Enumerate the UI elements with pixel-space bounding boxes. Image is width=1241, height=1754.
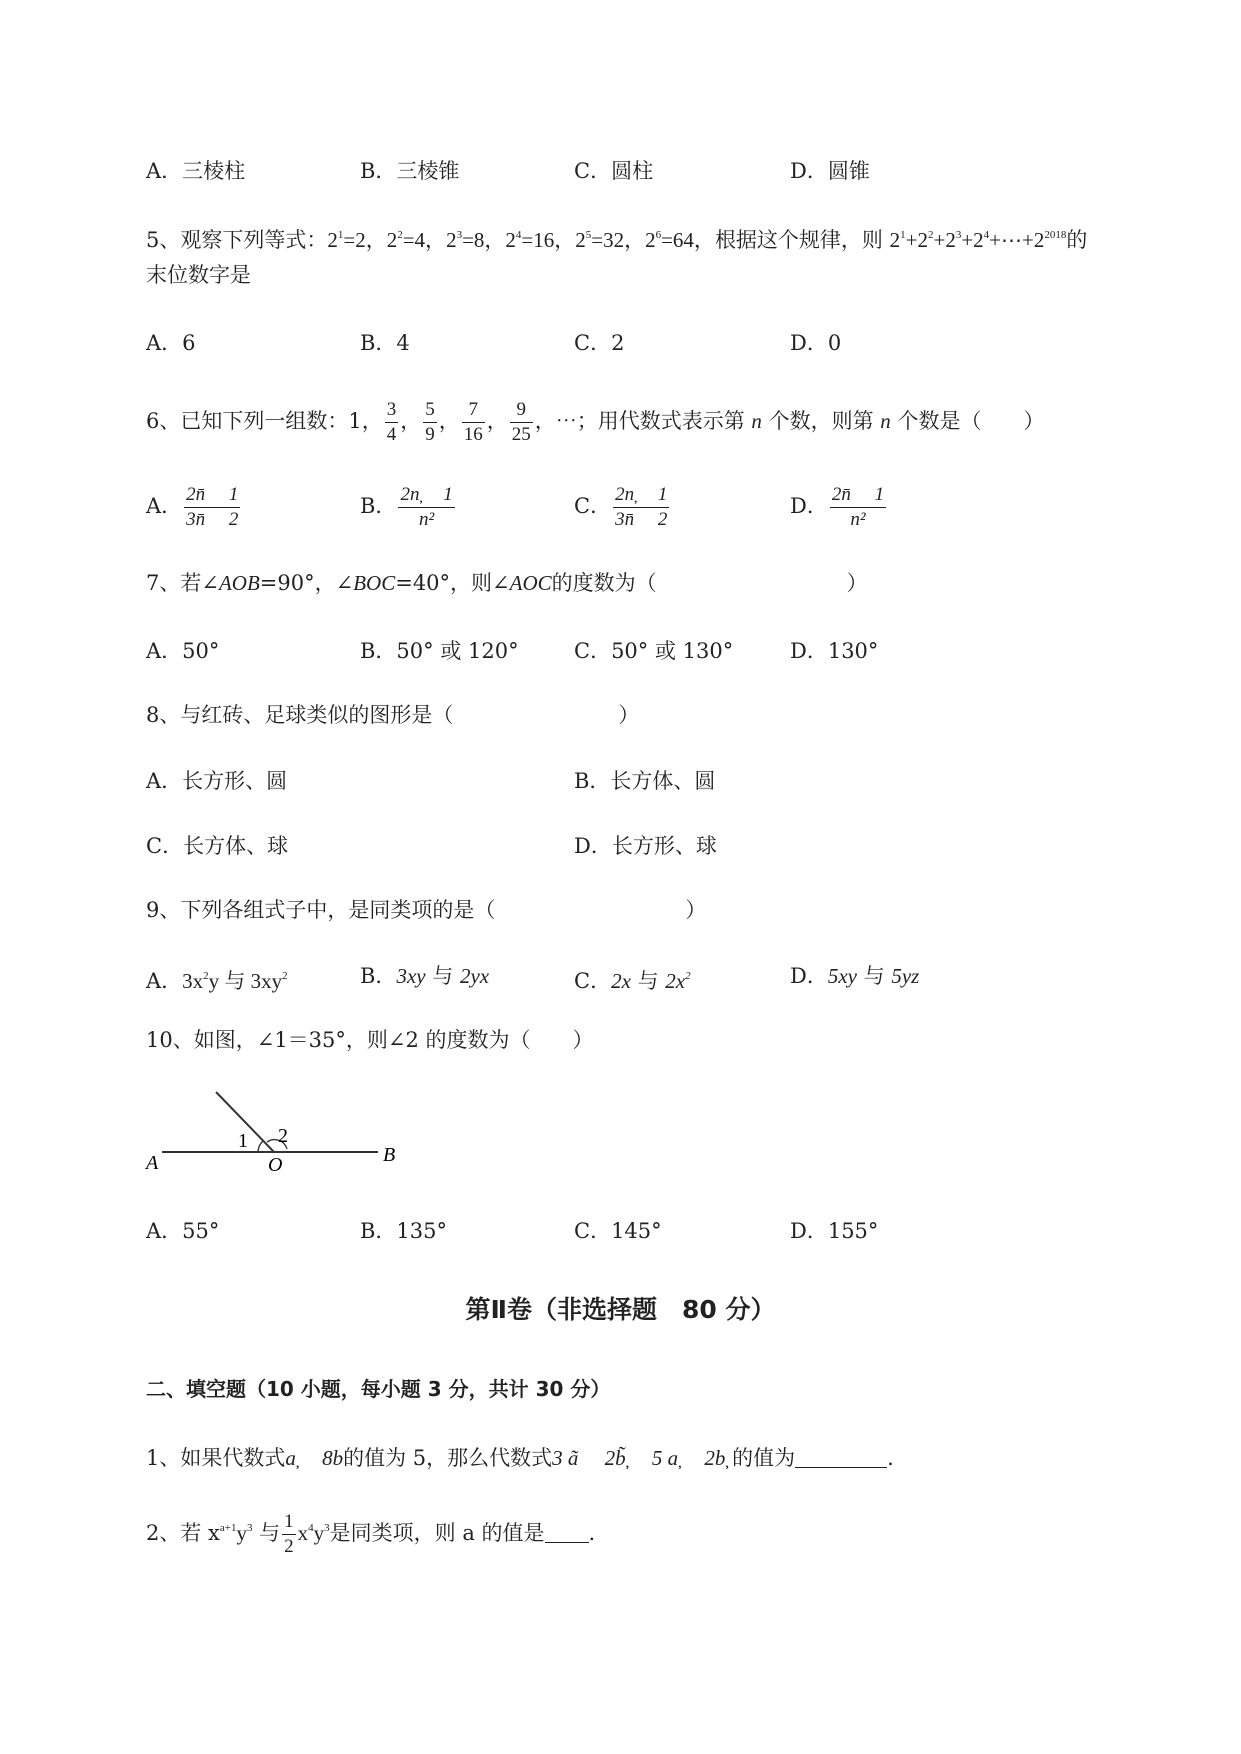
- angle-1-arc: [258, 1141, 263, 1152]
- q5-stem-line2: 末位数字是: [146, 263, 251, 287]
- fraction: $\frac{1}{2}$: [284, 1511, 294, 1557]
- q5-stem: 5、观察下列等式：$2^1=2$，$2^2=4$，$2^3=8$，$2^4=16$，$2^5=32$，$2^6=64$，根据这个规律，则 $2^1+2^2+2^3+2^4+\cdots+2^{2018}$的: [146, 228, 1088, 252]
- q8-option-d: D．长方形、球: [574, 834, 717, 858]
- q4-option-d: D．圆锥: [790, 159, 870, 183]
- q9-option-d: D．5xy 与 5yz: [790, 964, 920, 988]
- q7-stem: 7、若∠AOB=90°，∠BOC=40°，则∠AOC的度数为（ ）: [146, 571, 868, 595]
- q5-option-d: D．0: [790, 331, 842, 355]
- q6-option-b: B． $\frac{2n̦ 1}{\text{n²}}$: [360, 484, 453, 530]
- q7-option-a: A．50°: [146, 639, 220, 663]
- point-o-label: O: [268, 1154, 283, 1176]
- q7-option-c: C．50° 或 130°: [574, 639, 734, 663]
- q7-option-d: D．130°: [790, 639, 879, 663]
- q10-option-b: B．135°: [360, 1219, 448, 1243]
- answer-blank[interactable]: [795, 1447, 887, 1468]
- fraction: $\frac{9}{25}$: [511, 399, 531, 445]
- q9-option-b: B．3xy 与 2yx: [360, 964, 490, 988]
- angle-1-label: 1: [238, 1130, 248, 1152]
- q5-option-a: A．6: [146, 331, 196, 355]
- fill1-stem: 1、如果代数式a̦ 8b的值为 5，那么代数式3 ã 2b̦̃ 5 a̦ 2b̦ 的值为 .: [146, 1446, 894, 1470]
- q9-option-c: C．2x 与 $2x^2$: [574, 969, 691, 993]
- q5-option-c: C．2: [574, 331, 625, 355]
- fraction: $\frac{7}{16}$: [463, 399, 483, 445]
- q6-option-c: C． $\frac{2n̦ 1}{3n̄ 2}$: [574, 484, 668, 530]
- point-b-label: B: [383, 1144, 396, 1166]
- answer-blank[interactable]: [545, 1522, 589, 1543]
- q7-option-b: B．50° 或 120°: [360, 639, 519, 663]
- q9-stem: 9、下列各组式子中，是同类项的是（ ）: [146, 898, 707, 922]
- q8-option-c: C．长方体、球: [146, 834, 289, 858]
- q4-option-a: A．三棱柱: [146, 159, 246, 183]
- fraction: $\frac{5}{9}$: [425, 399, 435, 445]
- q10-option-d: D．155°: [790, 1219, 879, 1243]
- fraction: $\frac{3}{4}$: [386, 399, 397, 445]
- angle-figure: [140, 1085, 410, 1195]
- q10-stem: 10、如图，∠1＝35°，则∠2 的度数为（ ）: [146, 1028, 594, 1052]
- q4-option-c: C．圆柱: [574, 159, 654, 183]
- angle-2-label: 2: [278, 1125, 288, 1147]
- q10-option-a: A．55°: [146, 1219, 220, 1243]
- q9-option-a: A．$3x^2y$ 与 $3xy^2$: [146, 969, 288, 993]
- q8-stem: 8、与红砖、足球类似的图形是（ ）: [146, 703, 640, 727]
- part-2-title: 第Ⅱ卷（非选择题 80 分）: [465, 1295, 776, 1324]
- q5-option-b: B．4: [360, 331, 410, 355]
- q6-stem: 6、已知下列一组数：1， $\frac{3}{4}$ ， $\frac{5}{9}$ ， $\frac{7}{16}$ ， $\frac{9}{25}$ ，⋯；用代数式表示第 n 个数，则第 n 个数是（ ）: [146, 399, 1045, 445]
- q10-option-c: C．145°: [574, 1219, 662, 1243]
- fill2-stem: 2、若 $x^{a+1}y^3$ 与 $\frac{1}{2}$ $x^4y^3$是同类项，则 a 的值是 .: [146, 1511, 596, 1557]
- q8-option-b: B．长方体、圆: [574, 769, 716, 793]
- q8-option-a: A．长方形、圆: [146, 769, 288, 793]
- q6-option-d: D． $\frac{2n̄ 1}{\text{n²}}$: [790, 484, 885, 530]
- point-a-label: A: [146, 1152, 159, 1174]
- q6-option-a: A． $\frac{2n̄ 1}{3n̄ 2}$: [146, 484, 239, 530]
- fill-in-section-title: 二、填空题（10 小题，每小题 3 分，共计 30 分）: [146, 1377, 611, 1401]
- q4-option-b: B．三棱锥: [360, 159, 460, 183]
